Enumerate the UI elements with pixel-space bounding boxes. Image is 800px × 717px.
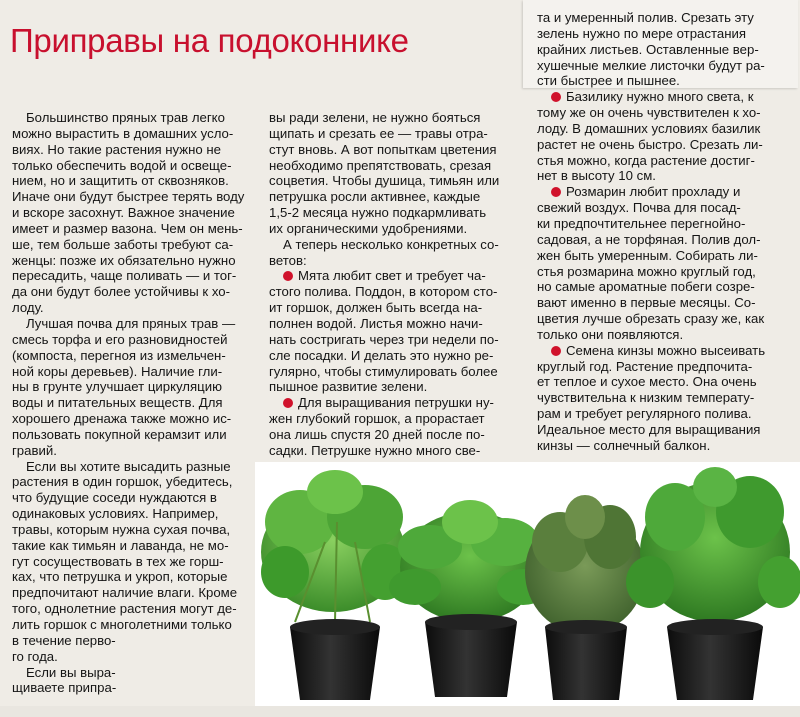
column-3 — [537, 10, 793, 454]
column-1 — [12, 110, 258, 696]
paragraph: Если вы хотите высадить разные растения в один горшок, убедитесь, что будущие соседи нуждаются в одинаковых условиях. Например, травы, которым нужна сухая почва, такие как тимьян и лаванда, не мо- гут сосуществовать в тех же горш- ках, что петрушка и укроп, которые предпочитают наличие влаги. Кроме того, однолетние растения могут де- лить горшок с многолетними только в течение перво- го года. — [12, 458, 238, 664]
paragraph: Большинство пряных трав легко можно вырастить в домашних усло- виях. Но такие растения нужно не только обеспечить водой и освеще- нием, но и защитить от сквозняков. Иначе они будут быстрее терять воду и вскоре засохнут. Важное значение имеет и размер вазона. Чем он мень- ше, тем больше заботы требуют са- женцы: позже их обязательно нужно пересадить, чаще поливать — и тог- да они будут более устойчивы к хо- лоду. — [12, 110, 245, 316]
article-title: Приправы на подоконнике — [10, 22, 409, 59]
red-bullet-icon — [551, 346, 561, 356]
paragraph: вы ради зелени, не нужно бояться щипать и срезать ее — травы отра- стут вновь. А вот попыткам цветения необходимо препятствовать, срезая соцветия. Чтобы душица, тимьян или петрушка росли активнее, каждые 1,5-2 месяца нужно подкармливать их органическими удобрениями. — [269, 110, 500, 236]
paragraph: Лучшая почва для пряных трав — смесь торфа и его разновидностей (компоста, перегноя из измельчен- ной коры деревьев). Наличие гли- ны в грунте улучшает циркуляцию воды и питательных веществ. Для хорошего дренажа также можно ис- пользовать покупной керамзит или гравий. — [12, 315, 236, 458]
tip-rosemary: Розмарин любит прохладу и свежий воздух. Почва для посад- ки предпочтительнее перегнойно- садовая, а не торфяная. Полив дол- жен быть умеренным. Собирать ли- стья розмарина можно круглый год, но самые ароматные побеги созре- вают именно в первые месяцы. Со- цветия лучше обрезать сразу же, как только они появляются. — [537, 184, 765, 342]
red-bullet-icon — [283, 271, 293, 281]
paragraph: та и умеренный полив. Срезать эту зелень нужно по мере отрастания крайних листьев. Оставленные вер- хушечные мелкие листочки будут ра- сти быстрее и пышнее. — [537, 10, 765, 89]
paragraph: Если вы выра- щиваете припра- — [12, 664, 117, 696]
red-bullet-icon — [283, 398, 293, 408]
red-bullet-icon — [551, 187, 561, 197]
tip-parsley: Для выращивания петрушки ну- жен глубокий горшок, а прорастает она лишь спустя 20 дней после по- садки. Петрушке нужно много све- — [269, 395, 494, 458]
tip-mint: Мята любит свет и требует ча- стого полива. Поддон, в котором сто- ит горшок, должен быть всегда на- полнен водой. Листья можно начи- нать состригать через три недели по- сле посадки. И делать это нужно ре- гулярно, чтобы стимулировать более пышное развитие зелени. — [269, 268, 499, 395]
column-2 — [269, 110, 521, 459]
tip-basil: Базилику нужно много света, к тому же он очень чувствителен к хо- лоду. В домашних условиях базилик растет не очень быстро. Срезать ли- стья можно, когда растение достиг- нет в высоту 10 см. — [537, 89, 763, 184]
red-bullet-icon — [551, 92, 561, 102]
paragraph: А теперь несколько конкретных со- ветов: — [269, 236, 499, 268]
page-bottom-edge — [0, 706, 800, 717]
potted-herbs-photo — [255, 462, 800, 717]
tip-cilantro: Семена кинзы можно высеивать круглый год. Растение предпочита- ет теплое и сухое место. Она очень чувствительна к низким температу- рам и требует регулярного полива. Идеальное место для выращивания кинзы — солнечный балкон. — [537, 342, 766, 453]
